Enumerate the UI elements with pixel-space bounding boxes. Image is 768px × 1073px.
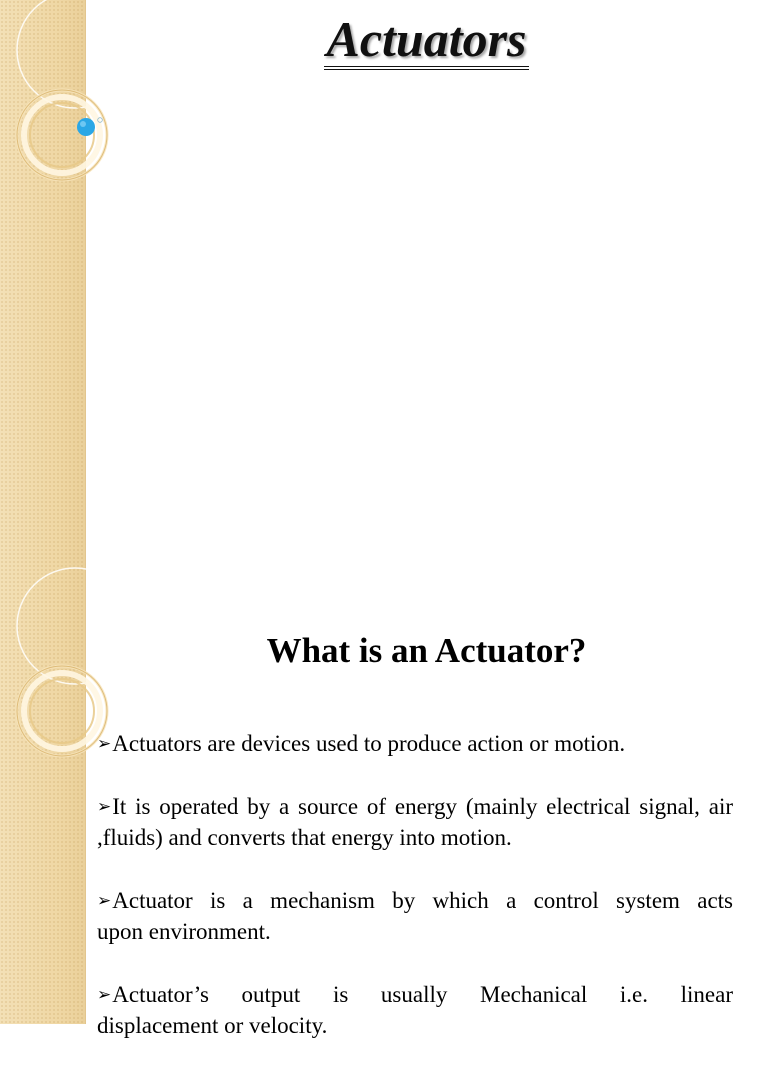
bullet-item <box>97 728 733 759</box>
bullet-item <box>97 979 739 1041</box>
blue-dot-icon <box>76 116 106 140</box>
bullet-text: Actuator is a mechanism by which a control system acts upon environment. <box>97 888 745 944</box>
slide-title-text: Actuators <box>324 14 528 70</box>
arrow-bullet-icon: ➢ <box>97 985 112 1004</box>
bullet-text: Actuators are devices used to produce action or motion. <box>112 731 626 756</box>
bullet-item <box>97 791 739 853</box>
arrow-bullet-icon: ➢ <box>97 734 112 753</box>
slide-2 <box>0 576 768 1038</box>
bullet-text: Actuator’s output is usually Mechanical i.e. linear displacement or velocity. <box>97 982 739 1038</box>
ring-ornament-icon <box>0 576 110 776</box>
slide-title <box>85 11 768 70</box>
slide-heading: What is an Actuator? <box>266 631 587 670</box>
arrow-bullet-icon: ➢ <box>97 891 112 910</box>
bullet-item <box>97 885 745 947</box>
bullet-list <box>97 728 745 1073</box>
arrow-bullet-icon: ➢ <box>97 797 112 816</box>
bullet-text: It is operated by a source of energy (mainly electrical signal, air ,fluids) and converts that energy into motion. <box>97 794 739 850</box>
